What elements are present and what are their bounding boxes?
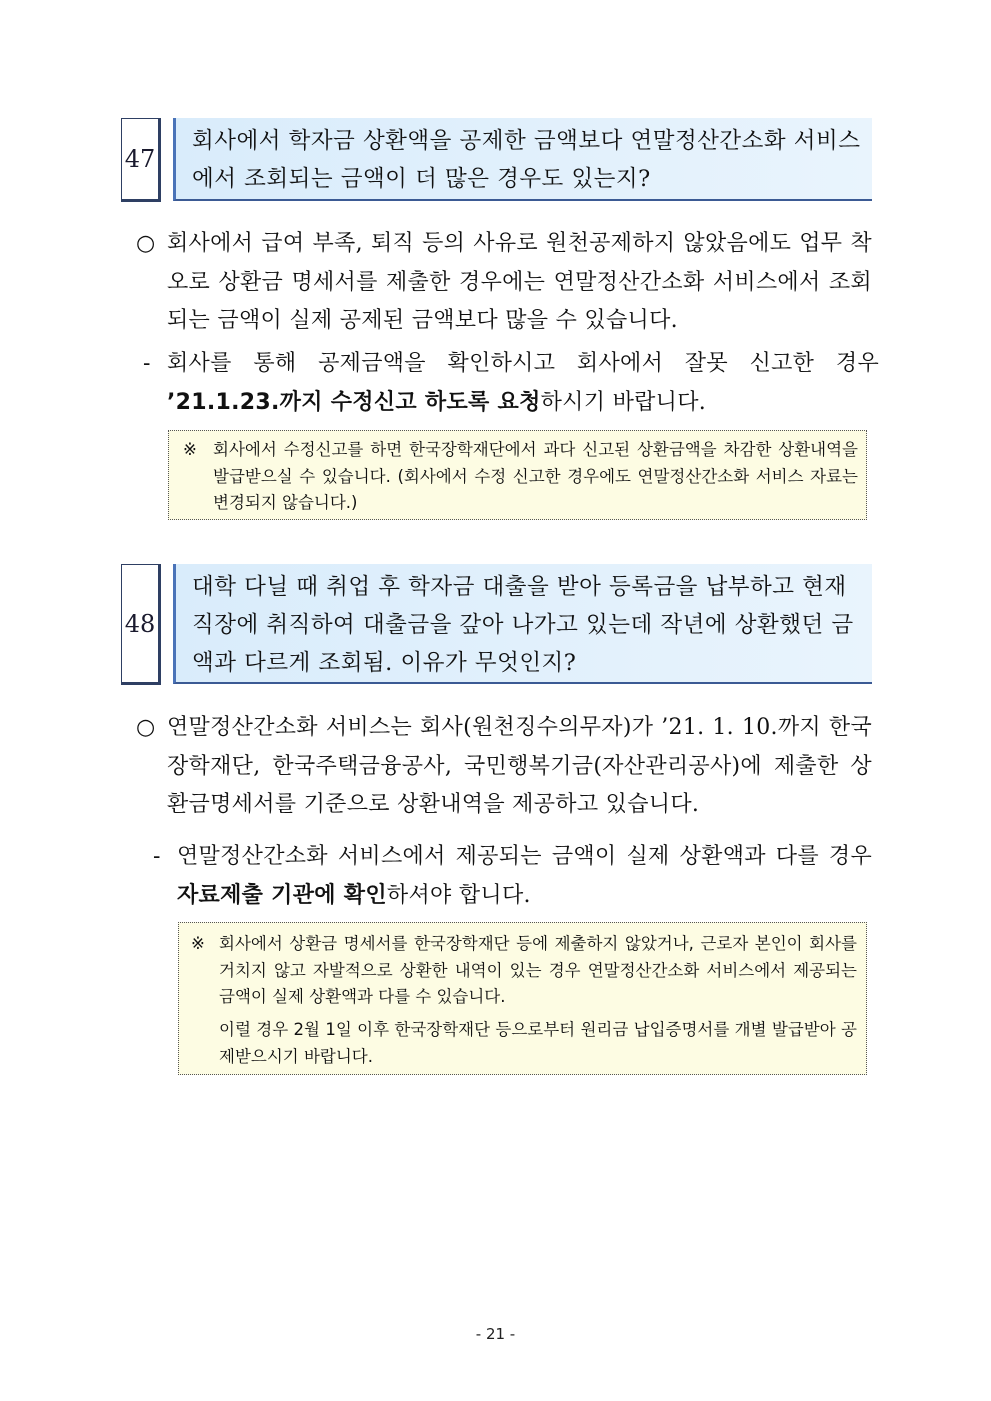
- note-48-text-1: 회사에서 상환금 명세서를 한국장학재단 등에 제출하지 않았거나, 근로자 본인이 회사를 거치지 않고 자발적으로 상환한 내역이 있는 경우 연말정산간소화 서비스에서 제공되는 금액이 실제 상환액과 다를 수 있습니다.: [219, 934, 857, 1006]
- subpoint-47-post: 하시기 바랍니다.: [540, 389, 707, 415]
- answer-48-dash: -: [153, 844, 161, 869]
- subpoint-47-pre: 회사를 통해 공제금액을 확인하시고 회사에서 잘못 신고한 경우: [167, 351, 879, 376]
- subpoint-48-post: 하셔야 합니다.: [386, 882, 531, 908]
- answer-47-dash: -: [143, 351, 151, 376]
- subpoint-48-bold: 자료제출 기관에 확인: [177, 882, 387, 908]
- note-48: [178, 922, 867, 1075]
- question-number-48: 48: [121, 564, 161, 685]
- answer-48-text: 연말정산간소화 서비스는 회사(원천징수의무자)가 ’21. 1. 10.까지 한국장학재단, 한국주택금융공사, 국민행복기금(자산관리공사)에 제출한 상환금명세서를 기준으로 상환내역을 제공하고 있습니다.: [167, 715, 872, 817]
- subpoint-48-pre: 연말정산간소화 서비스에서 제공되는 금액이 실제 상환액과 다를 경우: [177, 844, 872, 869]
- note-47-text: 회사에서 수정신고를 하면 한국장학재단에서 과다 신고된 상환금액을 차감한 상환내역을 발급받으실 수 있습니다. (회사에서 수정 신고한 경우에도 연말정산간소화 서비스 자료는 변경되지 않습니다.): [213, 440, 858, 512]
- question-number-47: 47: [121, 118, 161, 202]
- page-number: - 21 -: [475, 1325, 516, 1343]
- answer-48-subpoint: [177, 838, 872, 915]
- note-48-mark: ※: [191, 934, 205, 953]
- note-48-text-2: 이럴 경우 2월 1일 이후 한국장학재단 등으로부터 원리금 납입증명서를 개별 발급받아 공제받으시기 바랍니다.: [219, 1020, 857, 1066]
- question-48-text: 대학 다닐 때 취업 후 학자금 대출을 받아 등록금을 납부하고 현재 직장에 취직하여 대출금을 갚아 나가고 있는데 작년에 상환했던 금액과 다르게 조회됨. 이유가 무엇인지?: [173, 564, 872, 684]
- note-47-mark: ※: [183, 440, 197, 459]
- answer-47-bullet: ○: [136, 231, 156, 256]
- question-47-text: 회사에서 학자금 상환액을 공제한 금액보다 연말정산간소화 서비스에서 조회되는 금액이 더 많은 경우도 있는지?: [173, 118, 872, 201]
- answer-48-bullet: ○: [136, 715, 156, 740]
- answer-47-text: 회사에서 급여 부족, 퇴직 등의 사유로 원천공제하지 않았음에도 업무 착오로 상환금 명세서를 제출한 경우에는 연말정산간소화 서비스에서 조회되는 금액이 실제 공제된 금액보다 많을 수 있습니다.: [167, 231, 872, 333]
- note-47: [168, 430, 867, 520]
- answer-47-subpoint: [167, 345, 879, 422]
- subpoint-47-bold: ’21.1.23.까지 수정신고 하도록 요청: [167, 389, 541, 415]
